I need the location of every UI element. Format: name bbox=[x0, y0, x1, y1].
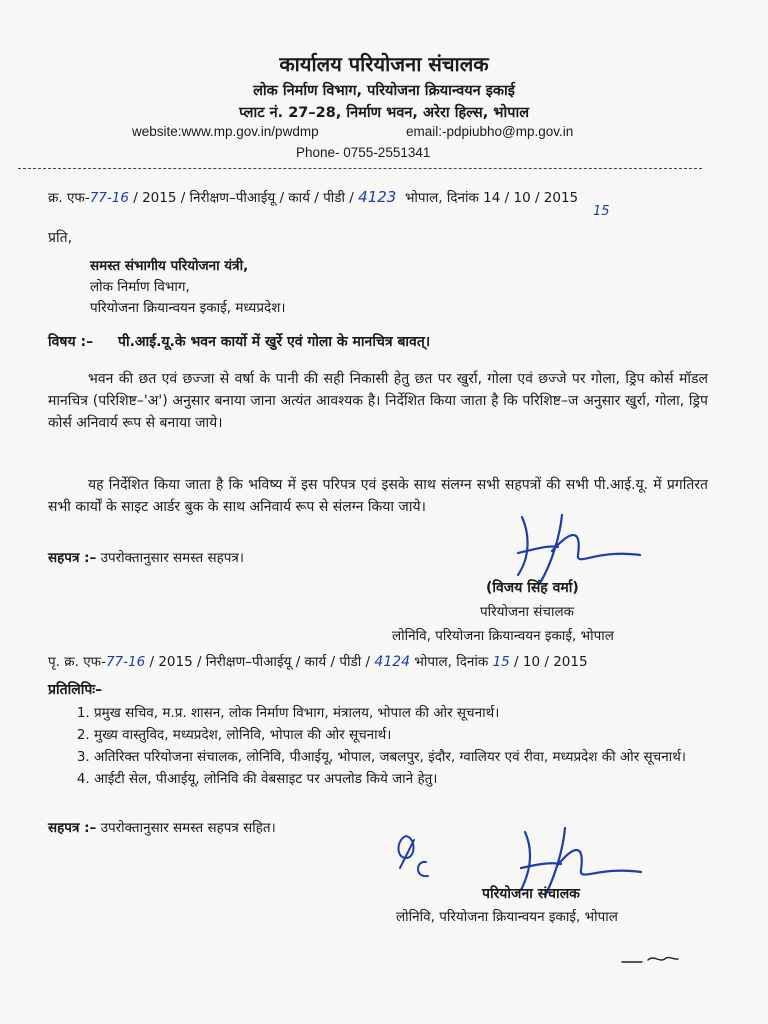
body-paragraph-1: भवन की छत एवं छज्जा से वर्षा के पानी की सही निकासी हेतु छत पर खुर्रा, गोला एवं छज्जे पर गोला, ड्रिप कोर्स मॉडल मानचित्र (परिशिष्ट–'अ') अनुसार बनाया जाना अत्यंत आवश्यक है। निर्देशित किया जाता है कि परिशिष्ट–ज अनुसार खुर्रा, गोला, ड्रिप कोर्स अनिवार्य रूप से बनाया जाये। bbox=[48, 371, 708, 431]
signatory2-office: लोनिवि, परियोजना क्रियान्वयन इकाई, भोपाल bbox=[396, 909, 618, 925]
signature-1 bbox=[500, 505, 670, 585]
recipient-line-1: समस्त संभागीय परियोजना यंत्री, bbox=[90, 258, 249, 274]
ref-handwritten-number: 4123 bbox=[358, 188, 397, 206]
signatory-office: लोनिवि, परियोजना क्रियान्वयन इकाई, भोपाल bbox=[392, 628, 614, 644]
to-label: प्रति, bbox=[48, 230, 73, 246]
department-line: लोक निर्माण विभाग, परियोजना क्रियान्वयन इकाई bbox=[253, 83, 515, 99]
website-text: website:www.mp.gov.in/pwdmp bbox=[132, 124, 319, 139]
address-line: प्लाट नं. 27–28, निर्माण भवन, अरेरा हिल्स, भोपाल bbox=[238, 105, 530, 121]
copy-list-item: 4. आईटी सेल, पीआईयू, लोनिवि की वेबसाइट पर अपलोड किये जाने हेतु। bbox=[94, 770, 728, 789]
enclosure-text: उपरोक्तानुसार समस्त सहपत्र। bbox=[100, 550, 244, 566]
phone-text: Phone- 0755-2551341 bbox=[296, 145, 431, 160]
reference-line-2 bbox=[48, 652, 588, 670]
enclosure-line-1 bbox=[48, 548, 244, 566]
body-paragraph-2: यह निर्देशित किया जाता है कि भविष्य में इस परिपत्र एवं इसके साथ संलग्न सभी सहपत्रों की सभी पी.आई.यू. में प्रगतिरत सभी कार्यों के साइट आर्डर बुक के साथ अनिवार्य रूप से संलग्न किया जाये। bbox=[48, 477, 708, 515]
ref2-prefix: पृ. क्र. एफ- bbox=[48, 654, 106, 670]
enclosure2-text: उपरोक्तानुसार समस्त सहपत्र सहित। bbox=[100, 820, 276, 836]
recipient-line-3: परियोजना क्रियान्वयन इकाई, मध्यप्रदेश। bbox=[90, 300, 286, 316]
copy-list-item: 2. मुख्य वास्तुविद, मध्यप्रदेश, लोनिवि, भोपाल की ओर सूचनार्थ। bbox=[94, 726, 728, 745]
signatory-designation: परियोजना संचालक bbox=[480, 604, 575, 620]
ref2-month-year: / 10 / 2015 bbox=[514, 654, 588, 670]
reference-line bbox=[48, 188, 578, 206]
signatory2-designation: परियोजना संचालक bbox=[482, 886, 580, 902]
ref2-day: 15 bbox=[492, 654, 510, 670]
ref2-handwritten-number: 4124 bbox=[374, 654, 411, 670]
subject-text: पी.आई.यू.के भवन कार्यो में खुर्रे एवं गोला के मानचित्र बावत्। bbox=[118, 334, 431, 350]
ref2-place-date: भोपाल, दिनांक bbox=[414, 654, 489, 670]
subject-label: विषय :– bbox=[48, 334, 94, 350]
copy-list bbox=[72, 704, 728, 792]
copy-list-item: 1. प्रमुख सचिव, म.प्र. शासन, लोक निर्माण विभाग, मंत्रालय, भोपाल की ओर सूचनार्थ। bbox=[94, 704, 728, 723]
ref-handwritten-file: 77-16 bbox=[89, 190, 129, 206]
signatory-name: (विजय सिंह वर्मा) bbox=[486, 580, 579, 596]
header-divider bbox=[18, 168, 702, 169]
ref-middle: / 2015 / निरीक्षण–पीआईयू / कार्य / पीडी / bbox=[133, 190, 354, 206]
enclosure2-label: सहपत्र :– bbox=[48, 820, 97, 836]
ref2-middle: / 2015 / निरीक्षण–पीआईयू / कार्य / पीडी / bbox=[149, 654, 371, 670]
email-text: email:-pdpiubho@mp.gov.in bbox=[406, 124, 574, 139]
pen-mark bbox=[620, 950, 680, 970]
office-title: कार्यालय परियोजना संचालक bbox=[279, 52, 489, 76]
ref-prefix: क्र. एफ- bbox=[48, 190, 90, 206]
oc-handwritten-mark bbox=[392, 828, 442, 888]
copy-list-item: 3. अतिरिक्त परियोजना संचालक, लोनिवि, पीआईयू, भोपाल, जबलपुर, इंदौर, ग्वालियर एवं रीवा, मध्यप्रदेश की ओर सूचनार्थ। bbox=[94, 748, 728, 767]
enclosure-line-2 bbox=[48, 818, 276, 836]
ref-place-date: भोपाल, दिनांक bbox=[404, 190, 479, 206]
recipient-line-2: लोक निर्माण विभाग, bbox=[90, 279, 190, 295]
ref-day-correction: 15 bbox=[593, 204, 610, 219]
copy-label: प्रतिलिपिः– bbox=[48, 682, 103, 698]
ref-month-year: / 10 / 2015 bbox=[504, 190, 579, 206]
ref-day: 14 bbox=[483, 190, 501, 206]
enclosure-label: सहपत्र :– bbox=[48, 550, 97, 566]
ref2-handwritten-file: 77-16 bbox=[105, 654, 146, 670]
